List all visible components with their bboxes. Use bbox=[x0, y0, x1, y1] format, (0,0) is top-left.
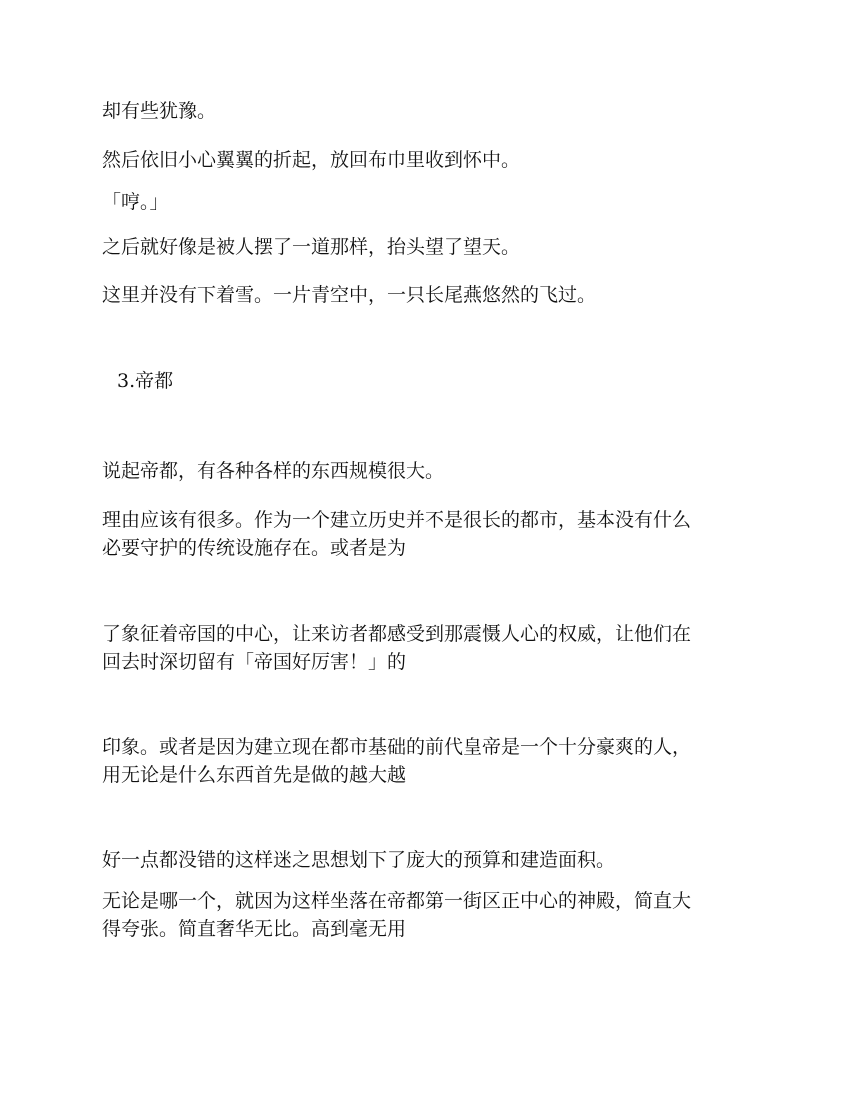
paragraph: 然后依旧小心翼翼的折起，放回布巾里收到怀中。 bbox=[102, 149, 521, 171]
paragraph-line: 必要守护的传统设施存在。或者是为 bbox=[102, 537, 407, 559]
paragraph-line: 印象。或者是因为建立现在都市基础的前代皇帝是一个十分豪爽的人， bbox=[102, 736, 692, 758]
paragraph: 好一点都没错的这样迷之思想划下了庞大的预算和建造面积。 bbox=[102, 849, 616, 871]
paragraph: 却有些犹豫。 bbox=[102, 100, 217, 122]
paragraph-line: 用无论是什么东西首先是做的越大越 bbox=[102, 764, 407, 786]
paragraph-line: 理由应该有很多。作为一个建立历史并不是很长的都市，基本没有什么 bbox=[102, 509, 692, 531]
paragraph: 说起帝都，有各种各样的东西规模很大。 bbox=[102, 460, 445, 482]
paragraph: 「哼。」 bbox=[102, 191, 169, 213]
paragraph-line: 无论是哪一个，就因为这样坐落在帝都第一街区正中心的神殿，简直大 bbox=[102, 890, 692, 912]
paragraph: 这里并没有下着雪。一片青空中，一只长尾燕悠然的飞过。 bbox=[102, 284, 597, 306]
section-heading: 3.帝都 bbox=[117, 370, 174, 392]
paragraph-line: 回去时深切留有「帝国好厉害！」的 bbox=[102, 651, 407, 673]
paragraph-line: 了象征着帝国的中心，让来访者都感受到那震慑人心的权威，让他们在 bbox=[102, 623, 692, 645]
paragraph: 之后就好像是被人摆了一道那样，抬头望了望天。 bbox=[102, 236, 521, 258]
paragraph-line: 得夸张。简直奢华无比。高到毫无用 bbox=[102, 918, 407, 940]
